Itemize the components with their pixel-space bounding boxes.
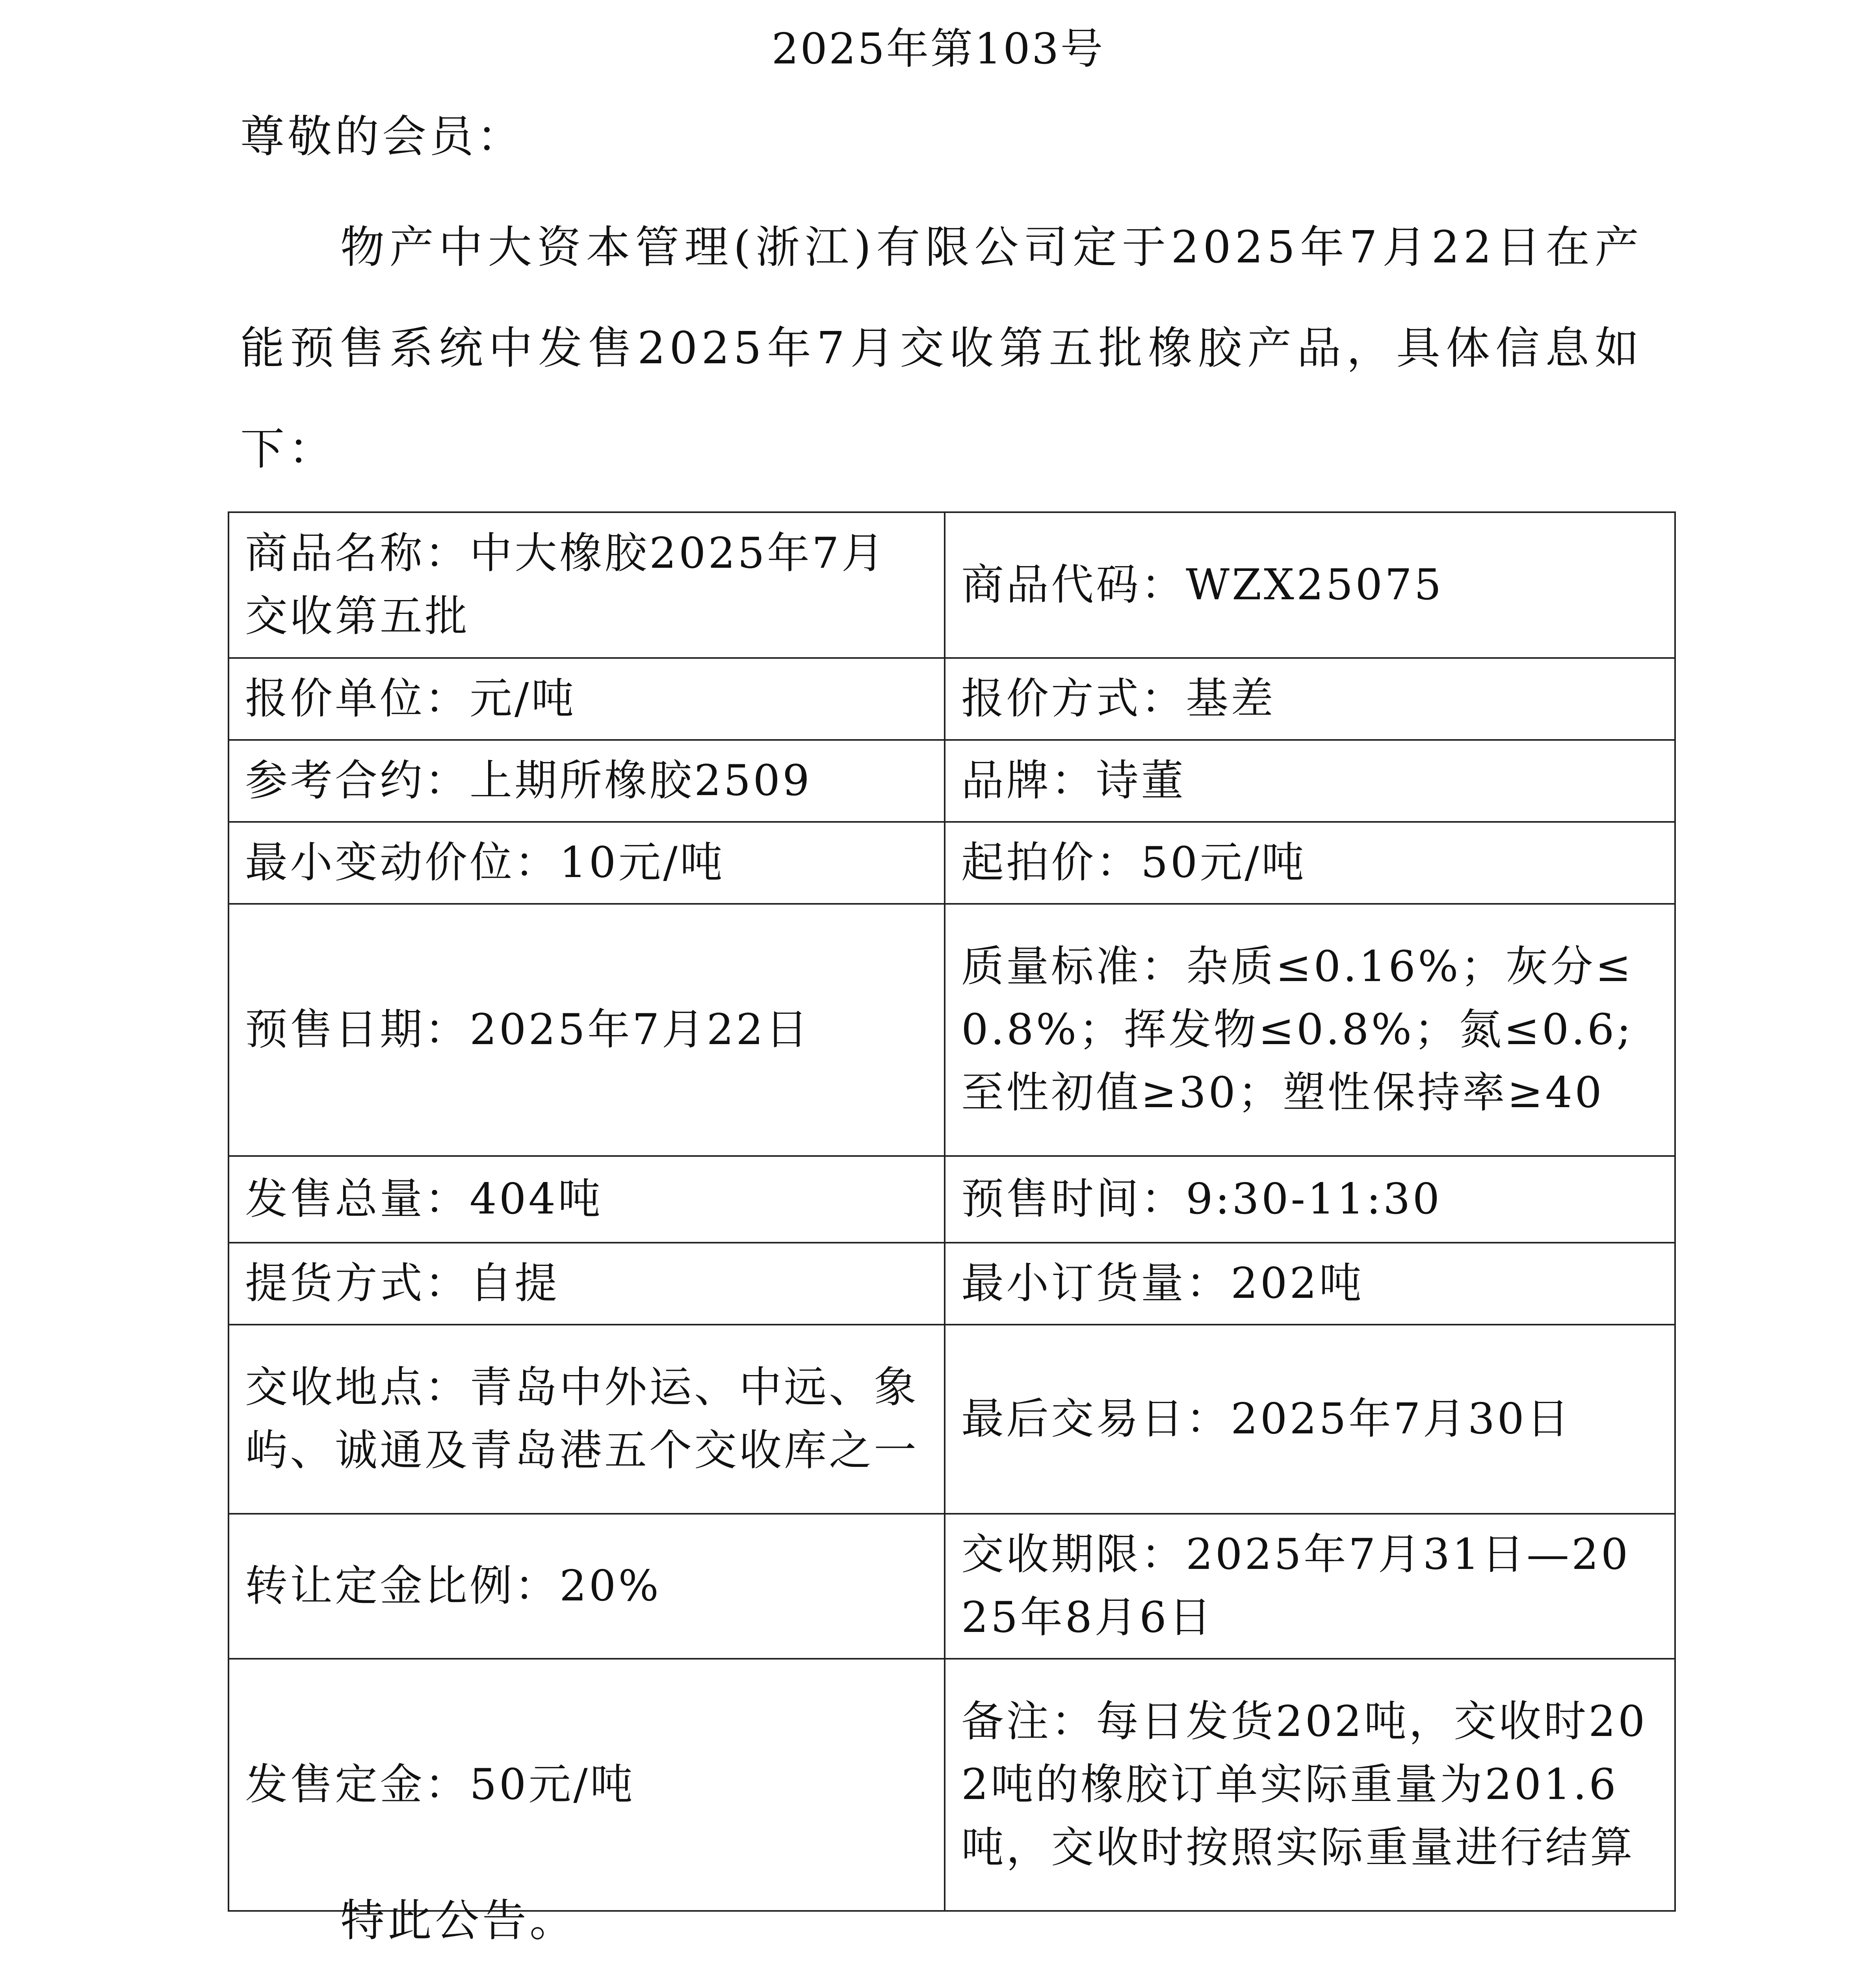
table-cell: 预售时间：9:30-11:30	[945, 1156, 1675, 1243]
table-cell: 交收期限：2025年7月31日—2025年8月6日	[945, 1514, 1675, 1659]
table-cell: 提货方式：自提	[228, 1243, 945, 1325]
table-cell: 发售定金：50元/吨	[228, 1659, 945, 1911]
table-cell: 报价单位：元/吨	[228, 658, 945, 740]
table-cell: 参考合约：上期所橡胶2509	[228, 740, 945, 822]
table-cell: 最后交易日：2025年7月30日	[945, 1325, 1675, 1514]
table-row	[228, 1243, 1675, 1325]
table-row	[228, 904, 1675, 1156]
intro-paragraph: 物产中大资本管理(浙江)有限公司定于2025年7月22日在产能预售系统中发售2025年7月交收第五批橡胶产品，具体信息如下：	[240, 222, 1643, 475]
salutation: 尊敬的会员：	[240, 111, 524, 162]
table-row	[228, 1156, 1675, 1243]
table-cell: 商品名称：中大橡胶2025年7月交收第五批	[228, 512, 945, 658]
table-cell: 最小订货量：202吨	[945, 1243, 1675, 1325]
table-row	[228, 740, 1675, 822]
closing-remark: 特此公告。	[340, 1895, 577, 1946]
table-row	[228, 658, 1675, 740]
table-row	[228, 1325, 1675, 1514]
table-row	[228, 1659, 1675, 1911]
table-cell: 备注：每日发货202吨，交收时202吨的橡胶订单实际重量为201.6吨，交收时按照实际重量进行结算	[945, 1659, 1675, 1911]
table-cell: 发售总量：404吨	[228, 1156, 945, 1243]
document-number: 2025年第103号	[771, 24, 1105, 74]
table-cell: 最小变动价位：10元/吨	[228, 822, 945, 904]
table-row	[228, 512, 1675, 658]
table-cell: 报价方式：基差	[945, 658, 1675, 740]
table-cell: 品牌：诗董	[945, 740, 1675, 822]
table-cell: 预售日期：2025年7月22日	[228, 904, 945, 1156]
table-cell: 商品代码：WZX25075	[945, 512, 1675, 658]
table-row	[228, 822, 1675, 904]
table-cell: 交收地点：青岛中外运、中远、象屿、诚通及青岛港五个交收库之一	[228, 1325, 945, 1514]
table-cell: 质量标准：杂质≤0.16%；灰分≤0.8%；挥发物≤0.8%；氮≤0.6;至性初值≥30；塑性保持率≥40	[945, 904, 1675, 1156]
table-row	[228, 1514, 1675, 1659]
table-cell: 起拍价：50元/吨	[945, 822, 1675, 904]
product-info-table	[228, 511, 1676, 1912]
table-cell: 转让定金比例：20%	[228, 1514, 945, 1659]
